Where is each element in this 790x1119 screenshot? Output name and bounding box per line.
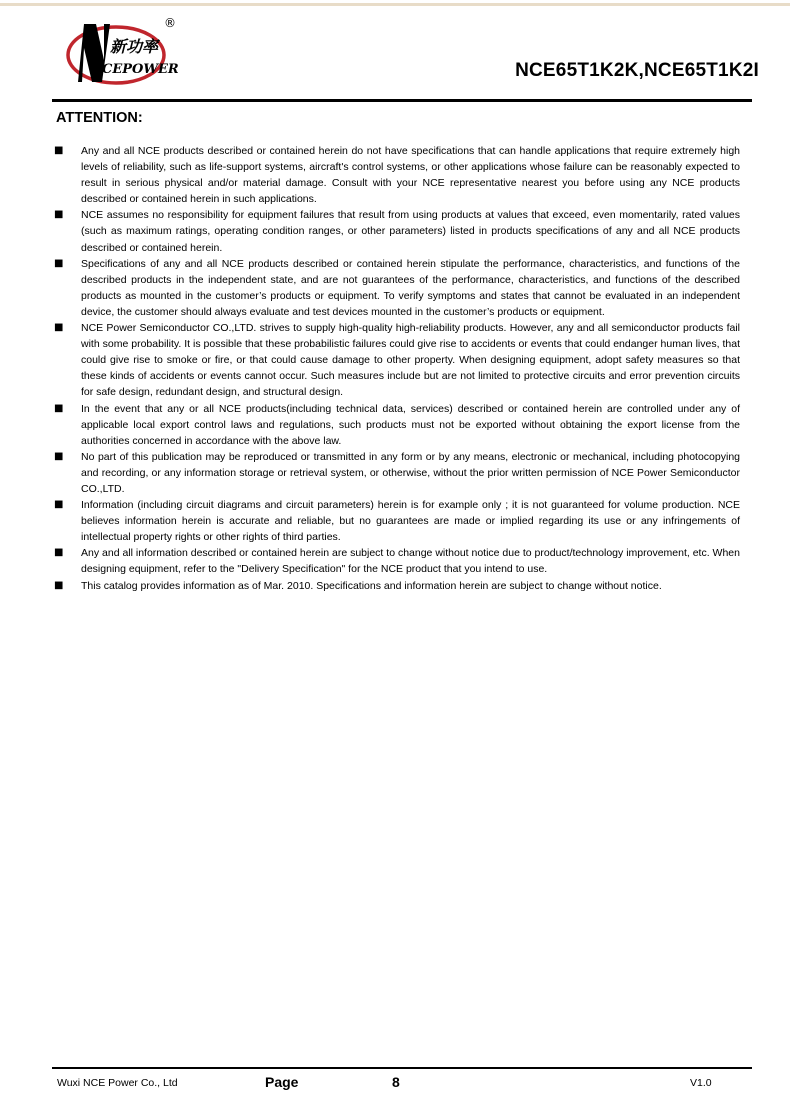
notice-text: Specifications of any and all NCE products described or contained herein stipulate the performance, characteristics, and functions of the described products in the independent state, and are not guarantees of the performance, characteristics, and functions of the described products as mounted in the customer’s products or equipment. To verify symptoms and states that cannot be evaluated in an independent device, the customer should always evaluate and test devices mounted in the customer’s products or equipment. [81,257,740,318]
logo-brand-text: CEPOWER [102,62,179,77]
square-bullet-icon: ■ [54,579,64,591]
notice-text: This catalog provides information as of Mar. 2010. Specifications and information herein are subject to change without notice. [81,579,662,592]
notice-item [54,256,740,320]
notice-item [54,545,740,577]
square-bullet-icon: ■ [54,499,64,511]
square-bullet-icon: ■ [54,322,64,334]
part-number-title: NCE65T1K2K,NCE65T1K2I [515,60,759,81]
logo-chinese-text: 新功率 [110,37,159,56]
square-bullet-icon: ■ [54,450,64,462]
notice-text: In the event that any or all NCE products(including technical data, services) described or contained herein are controlled under any of applicable local export control laws and regulations, such products must not be exported without obtaining the export license from the authorities concerned in accordance with the above law. [81,402,740,447]
square-bullet-icon: ■ [54,209,64,221]
square-bullet-icon: ■ [54,145,64,156]
notice-text: NCE assumes no responsibility for equipment failures that result from using products at values that exceed, even momentarily, rated values (such as maximum ratings, operating condition ranges, or other parameters) listed in products specifications of any and all NCE products described or contained herein. [81,209,740,254]
registered-mark: ® [164,16,176,30]
square-bullet-icon: ■ [54,402,64,414]
notice-item [54,449,740,497]
notice-item [54,143,740,207]
notice-text: NCE Power Semiconductor CO.,LTD. strives to supply high-quality high-reliability products. However, any and all semiconductor products fail with some probability. It is possible that these probabilistic failures could give rise to accidents or events that could endanger human lives, that could give rise to smoke or fire, or that could cause damage to other property. When designing equipment, adopt safety measures so that these kinds of accidents or events cannot occur. Such measures include but are not limited to protective circuits and error prevention circuits for safe design, redundant design, and structural design. [81,322,740,399]
notice-text: No part of this publication may be reproduced or transmitted in any form or by any means, electronic or mechanical, including photocopying and recording, or any information storage or retrieval system, or otherwise, without the prior written permission of NCE Power Semiconductor CO.,LTD. [81,450,740,495]
header-divider [52,99,752,102]
footer-page-label: Page [265,1074,299,1090]
notice-item [54,497,740,545]
square-bullet-icon: ■ [54,547,64,559]
notice-item [54,320,740,400]
notice-list [54,143,740,594]
ncepower-logo [44,14,179,94]
notice-text: Any and all NCE products described or contained herein do not have specifications that can handle applications that require extremely high levels of reliability, such as life-support systems, aircraft's control systems, or other applications whose failure can be reasonably expected to result in serious physical and/or material damage. Consult with your NCE representative nearest you before using any NCE products described or contained herein in such applications. [81,145,740,206]
footer-page-number: 8 [392,1074,400,1090]
top-accent-rule [0,3,790,6]
notice-text: Any and all information described or contained herein are subject to change without notice due to product/technology improvement, etc. When designing equipment, refer to the "Delivery Specification" for the NCE product that you intend to use. [81,547,740,576]
notice-item [54,207,740,255]
footer-company: Wuxi NCE Power Co., Ltd [57,1077,178,1089]
square-bullet-icon: ■ [54,257,64,269]
notice-item [54,401,740,449]
footer-divider [52,1067,752,1069]
footer-version: V1.0 [690,1077,712,1089]
attention-heading: ATTENTION: [56,110,143,126]
notice-text: Information (including circuit diagrams and circuit parameters) herein is for example only ; it is not guaranteed for volume production. NCE believes information herein is accurate and reliable, but no guarantees are made or implied regarding its use or any infringements of intellectual property rights or other rights of third parties. [81,499,740,544]
notice-item [54,578,740,594]
